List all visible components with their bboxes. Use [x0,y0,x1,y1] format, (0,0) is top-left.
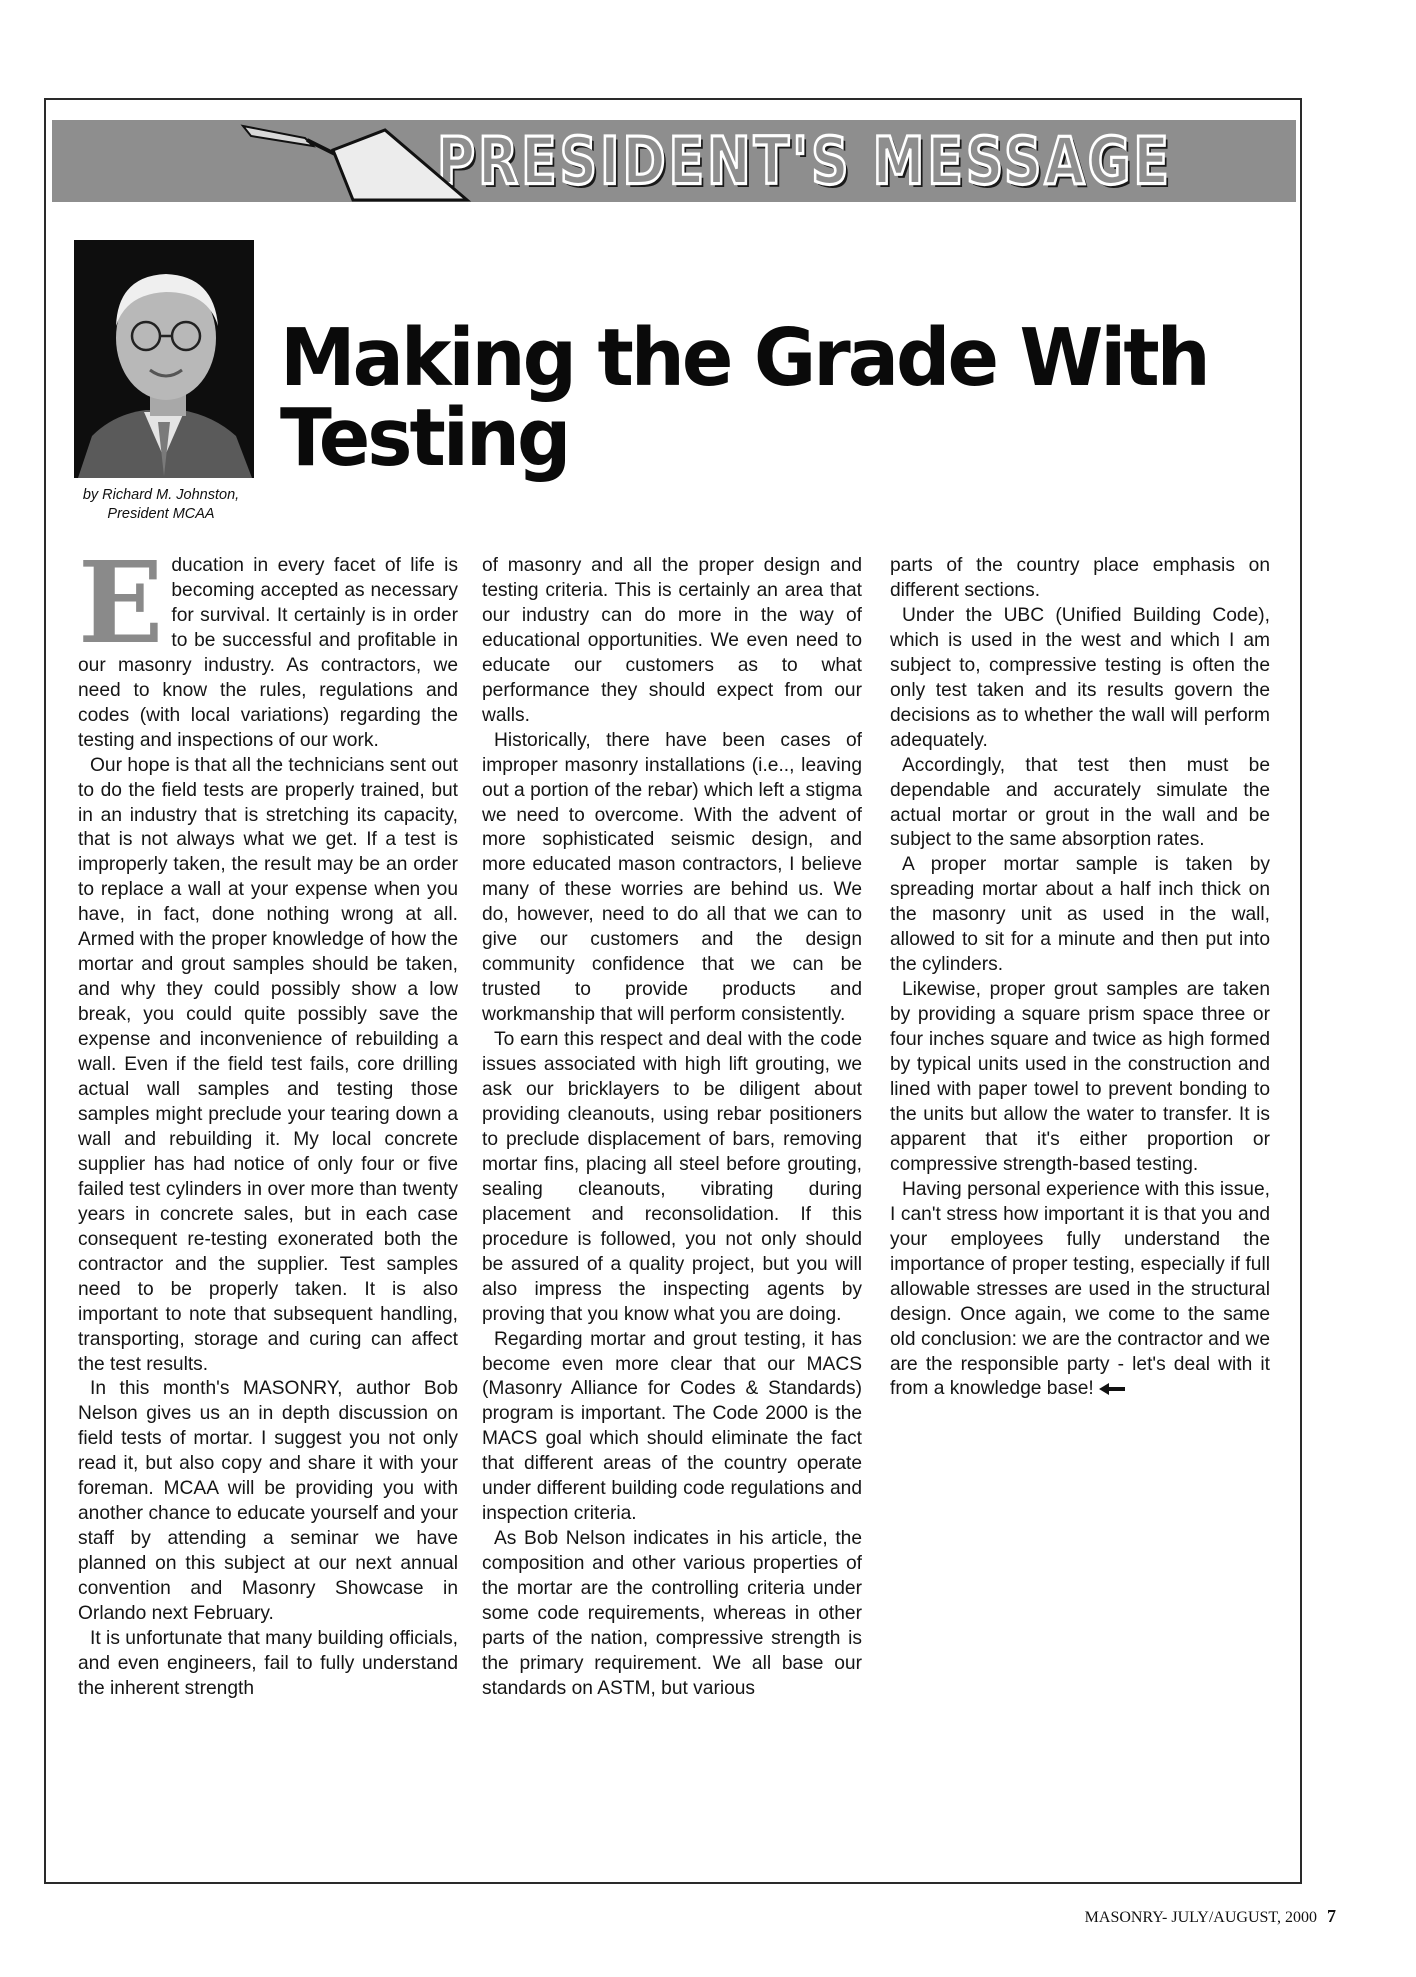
trowel-icon [235,116,475,216]
paragraph: Our hope is that all the technicians sent out to do the field tests are properly trained, but in an industry that is stretching its capacity, that is not always what we get. If a test is improperly taken, the result may be an order to replace a wall at your expense when you have, in fact, done nothing wrong at all. Armed with the proper knowledge of how the mortar and grout samples should be taken, and why they could possibly show a low break, you could quite possibly save the expense and inconvenience of rebuilding a wall. Even if the field test fails, core drilling actual wall samples and testing those samples might preclude your tearing down a wall and rebuilding it. My local concrete supplier has had notice of only four or five failed test cylinders in over more than twenty years in concrete sales, but in each case consequent re-testing exonerated both the contractor and the supplier. Test samples need to be properly taken. It is also important to note that subsequent handling, transporting, storage and curing can affect the test results. [78,754,458,1375]
author-photo [74,240,254,478]
end-mark-icon [1099,1383,1125,1395]
headline-line-2: Testing [280,390,569,484]
paragraph: parts of the country place emphasis on different sections. [890,555,1270,601]
byline-title: President MCAA [107,506,215,522]
page-footer [1085,1906,1336,1927]
paragraph-final [890,1178,1270,1403]
paragraph: As Bob Nelson indicates in his article, the composition and other various properties of the mortar are the controlling criteria under some code requirements, whereas in other parts of the nation, compressive strength is the primary requirement. We all base our standards on ASTM, but various [482,1528,862,1699]
paragraph: Regarding mortar and grout testing, it has become even more clear that our MACS (Masonry Alliance for Codes & Standards) program is important. The Code 2000 is the MACS goal which should eliminate the fact that different areas of the country operate under different building code regulations and inspection criteria. [482,1328,862,1525]
author-portrait [74,240,254,478]
article-column-2 [482,554,862,1702]
drop-cap: E [78,538,164,669]
paragraph-text: ducation in every facet of life is becoming accepted as necessary for survival. It certainly is in order to be successful and profitable in our masonry industry. As contractors, we need to know the rules, regulations and codes (with local variations) regarding the testing and inspections of our work. [78,555,458,751]
article-column-1 [78,538,458,1702]
page-number: 7 [1327,1906,1336,1926]
paragraph: A proper mortar sample is taken by spreading mortar about a half inch thick on the masonry unit as used in the wall, allowed to sit for a minute and then put into the cylinders. [890,854,1270,976]
banner-title: PRESIDENT'S MESSAGE [437,124,1172,200]
article-column-3 [890,554,1270,1402]
byline [58,486,264,524]
byline-author: by Richard M. Johnston, [82,487,240,503]
paragraph-text: Having personal experience with this issue, I can't stress how important it is that you and your employees fully understand the importance of proper testing, especially if full allowable stresses are used in the structural design. Once again, we come to the same old conclusion: we are the contractor and we are the responsible party - let's deal with it from a knowledge base! [890,1178,1270,1400]
paragraph: of masonry and all the proper design and testing criteria. This is certainly an area that our industry can do more in the way of educational opportunities. We even need to educate our customers as to what performance they should expect from our walls. [482,555,862,726]
paragraph: Accordingly, that test then must be dependable and accurately simulate the actual mortar or grout in the wall and be subject to the same absorption rates. [890,754,1270,851]
headline-line-1: Making the Grade With [280,310,1208,405]
paragraph: In this month's MASONRY, author Bob Nelson gives us an in depth discussion on field tests of mortar. I suggest you not only read it, but also copy and share it with your foreman. MCAA will be providing you with another chance to educate yourself and your staff by attending a seminar we have planned on this subject at our next annual convention and Masonry Showcase in Orlando next February. [78,1378,458,1625]
paragraph: It is unfortunate that many building officials, and even engineers, fail to fully understand the inherent strength [78,1627,458,1699]
paragraph: To earn this respect and deal with the code issues associated with high lift grouting, we ask our bricklayers to be diligent about providing cleanouts, using rebar positioners to preclude displacement of bars, removing mortar fins, placing all steel before grouting, sealing cleanouts, vibrating during placement and reconsolidation. If this procedure is followed, you not only should be assured of a quality project, but you will also impress the inspecting agents by proving that you know what you are doing. [482,1029,862,1325]
paragraph: Likewise, proper grout samples are taken by providing a square prism space three or four inches square and twice as high formed by typical units used in the construction and lined with paper towel to prevent bonding to the units but allow the water to transfer. It is apparent that it's either proportion or compressive strength-based testing. [890,979,1270,1175]
paragraph: Under the UBC (Unified Building Code), which is used in the west and which I am subject to, compressive testing is often the only test taken and its results govern the decisions as to whether the wall will perform adequately. [890,604,1270,751]
footer-publication: MASONRY- JULY/AUGUST, 2000 [1084,1909,1317,1926]
paragraph [78,538,458,754]
article-headline [280,310,1280,484]
paragraph: Historically, there have been cases of improper masonry installations (i.e.., leaving out a portion of the rebar) which left a stigma we need to overcome. With the advent of more sophisticated seismic design, and more educated mason contractors, I believe many of these worries are behind us. We do, however, need to do all that we can to give our customers and the design community confidence that we can be trusted to provide products and workmanship that will perform consistently. [482,729,862,1026]
